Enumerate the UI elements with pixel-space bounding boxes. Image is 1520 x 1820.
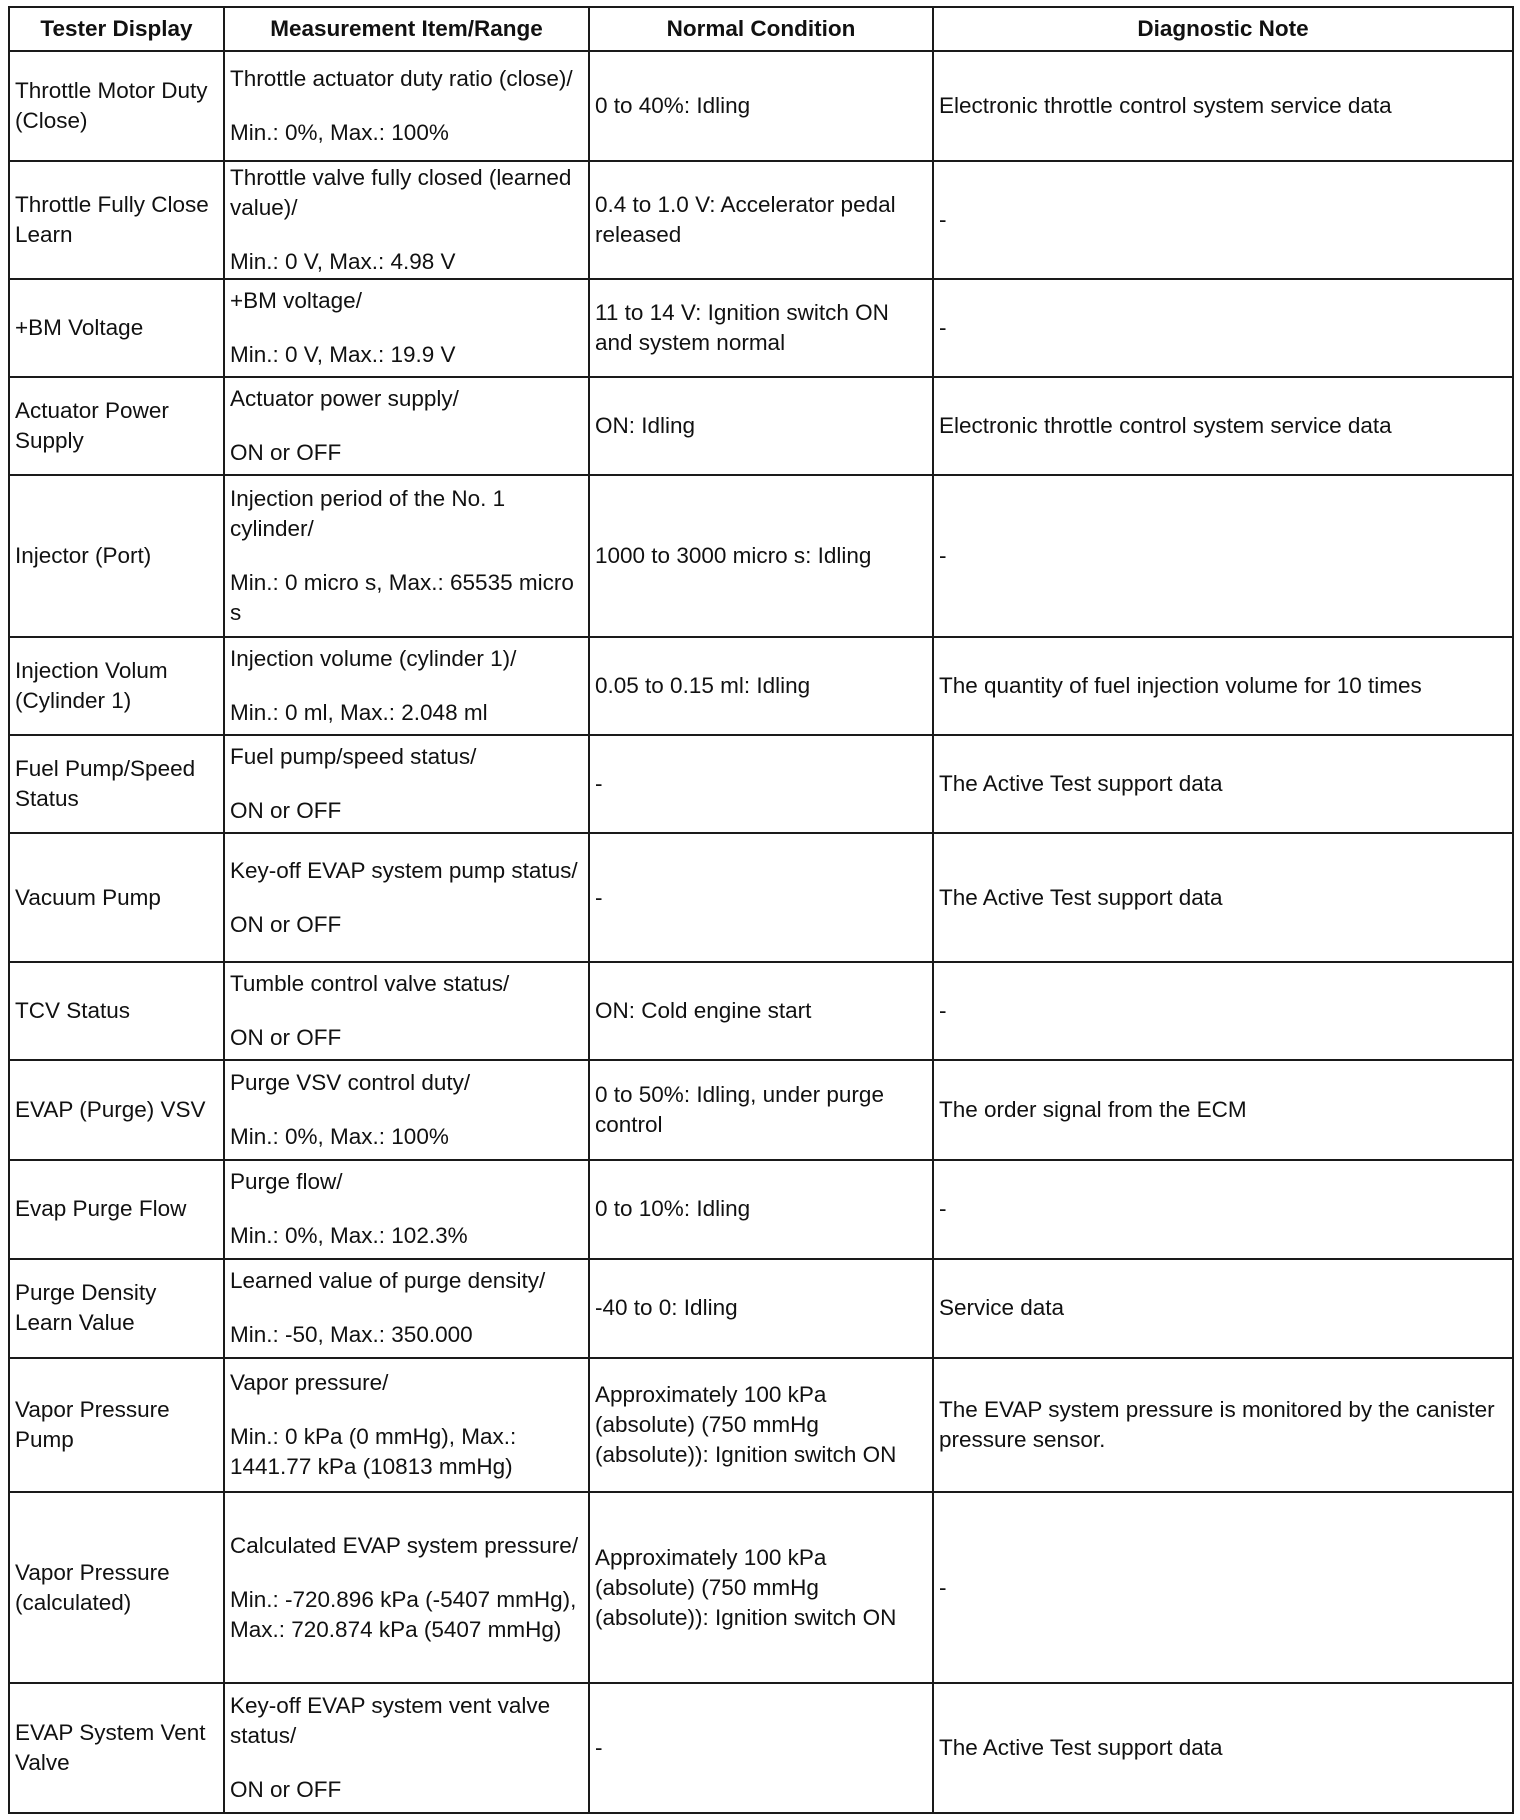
measurement-cell	[224, 1492, 589, 1683]
diagnostic-note-cell: -	[933, 475, 1513, 637]
measurement-range: Min.: 0 micro s, Max.: 65535 micro s	[230, 569, 574, 625]
measurement-range: Min.: 0 V, Max.: 19.9 V	[230, 341, 456, 367]
table-row	[9, 161, 1513, 278]
measurement-range: Min.: 0 V, Max.: 4.98 V	[230, 248, 456, 274]
tester-display-cell: EVAP (Purge) VSV	[9, 1060, 224, 1159]
table-row	[9, 377, 1513, 475]
measurement-item: Key-off EVAP system pump status/	[230, 857, 578, 883]
table-row	[9, 1160, 1513, 1259]
table-row	[9, 1259, 1513, 1358]
normal-condition-cell: ON: Cold engine start	[589, 962, 933, 1060]
measurement-range: Min.: 0%, Max.: 100%	[230, 1123, 449, 1149]
measurement-item: Key-off EVAP system vent valve status/	[230, 1693, 551, 1749]
normal-condition-cell: Approximately 100 kPa (absolute) (750 mmHg (absolute)): Ignition switch ON	[589, 1492, 933, 1683]
normal-condition-cell: 0.4 to 1.0 V: Accelerator pedal released	[589, 161, 933, 278]
table-row	[9, 1492, 1513, 1683]
measurement-cell	[224, 161, 589, 278]
tester-display-cell: Actuator Power Supply	[9, 377, 224, 475]
measurement-item: +BM voltage/	[230, 287, 362, 313]
measurement-item: Purge VSV control duty/	[230, 1069, 471, 1095]
measurement-item: Calculated EVAP system pressure/	[230, 1532, 579, 1558]
measurement-item: Tumble control valve status/	[230, 971, 510, 997]
tester-display-cell: TCV Status	[9, 962, 224, 1060]
normal-condition-cell: ON: Idling	[589, 377, 933, 475]
table-row	[9, 279, 1513, 377]
measurement-range: ON or OFF	[230, 911, 342, 937]
measurement-cell	[224, 1683, 589, 1813]
normal-condition-cell: Approximately 100 kPa (absolute) (750 mmHg (absolute)): Ignition switch ON	[589, 1358, 933, 1493]
diagnostic-note-cell: -	[933, 279, 1513, 377]
measurement-item: Throttle actuator duty ratio (close)/	[230, 66, 573, 92]
header-tester-display: Tester Display	[9, 7, 224, 51]
normal-condition-cell: -	[589, 833, 933, 962]
diagnostic-note-cell: -	[933, 1492, 1513, 1683]
measurement-item: Injection volume (cylinder 1)/	[230, 645, 517, 671]
table-row	[9, 735, 1513, 833]
table-row	[9, 1060, 1513, 1159]
tester-display-cell: Injection Volum (Cylinder 1)	[9, 637, 224, 735]
measurement-cell	[224, 962, 589, 1060]
measurement-cell	[224, 735, 589, 833]
normal-condition-cell: 0.05 to 0.15 ml: Idling	[589, 637, 933, 735]
diagnostic-note-cell: Service data	[933, 1259, 1513, 1358]
tester-display-cell: EVAP System Vent Valve	[9, 1683, 224, 1813]
table-row	[9, 1683, 1513, 1813]
measurement-range: Min.: 0 kPa (0 mmHg), Max.: 1441.77 kPa (10813 mmHg)	[230, 1424, 517, 1480]
tester-display-cell: Vapor Pressure (calculated)	[9, 1492, 224, 1683]
measurement-item: Purge flow/	[230, 1169, 343, 1195]
measurement-cell	[224, 833, 589, 962]
normal-condition-cell: 1000 to 3000 micro s: Idling	[589, 475, 933, 637]
normal-condition-cell: 11 to 14 V: Ignition switch ON and system normal	[589, 279, 933, 377]
table-row	[9, 637, 1513, 735]
diagnostic-note-cell: Electronic throttle control system service data	[933, 377, 1513, 475]
measurement-range: ON or OFF	[230, 439, 342, 465]
tester-display-cell: Throttle Fully Close Learn	[9, 161, 224, 278]
measurement-cell	[224, 1358, 589, 1493]
table-row	[9, 475, 1513, 637]
diagnostic-note-cell: Electronic throttle control system service data	[933, 51, 1513, 161]
measurement-cell	[224, 1160, 589, 1259]
tester-display-cell: Evap Purge Flow	[9, 1160, 224, 1259]
table-row	[9, 833, 1513, 962]
tester-display-cell: Throttle Motor Duty (Close)	[9, 51, 224, 161]
diagnostic-note-cell: The order signal from the ECM	[933, 1060, 1513, 1159]
tester-display-cell: Injector (Port)	[9, 475, 224, 637]
measurement-cell	[224, 1060, 589, 1159]
measurement-cell	[224, 377, 589, 475]
measurement-range: Min.: 0%, Max.: 102.3%	[230, 1223, 468, 1249]
header-measurement-item: Measurement Item/Range	[224, 7, 589, 51]
measurement-item: Injection period of the No. 1 cylinder/	[230, 485, 506, 541]
header-normal-condition: Normal Condition	[589, 7, 933, 51]
normal-condition-cell: 0 to 50%: Idling, under purge control	[589, 1060, 933, 1159]
diagnostic-note-cell: -	[933, 161, 1513, 278]
measurement-range: Min.: -720.896 kPa (-5407 mmHg), Max.: 720.874 kPa (5407 mmHg)	[230, 1586, 577, 1642]
measurement-range: ON or OFF	[230, 797, 342, 823]
measurement-range: ON or OFF	[230, 1777, 342, 1803]
measurement-item: Fuel pump/speed status/	[230, 743, 477, 769]
diagnostic-note-cell: The Active Test support data	[933, 1683, 1513, 1813]
measurement-item: Throttle valve fully closed (learned value)/	[230, 164, 572, 220]
measurement-item: Vapor pressure/	[230, 1370, 389, 1396]
tester-display-cell: Fuel Pump/Speed Status	[9, 735, 224, 833]
tester-display-cell: Purge Density Learn Value	[9, 1259, 224, 1358]
normal-condition-cell: -40 to 0: Idling	[589, 1259, 933, 1358]
normal-condition-cell: 0 to 10%: Idling	[589, 1160, 933, 1259]
tester-display-cell: +BM Voltage	[9, 279, 224, 377]
measurement-item: Learned value of purge density/	[230, 1268, 546, 1294]
tester-display-cell: Vacuum Pump	[9, 833, 224, 962]
diagnostic-note-cell: The Active Test support data	[933, 735, 1513, 833]
diagnostic-note-cell: -	[933, 962, 1513, 1060]
diagnostic-note-cell: The Active Test support data	[933, 833, 1513, 962]
measurement-cell	[224, 51, 589, 161]
measurement-cell	[224, 1259, 589, 1358]
header-diagnostic-note: Diagnostic Note	[933, 7, 1513, 51]
diagnostic-note-cell: The quantity of fuel injection volume for 10 times	[933, 637, 1513, 735]
diagnostic-note-cell: -	[933, 1160, 1513, 1259]
measurement-item: Actuator power supply/	[230, 385, 459, 411]
measurement-cell	[224, 475, 589, 637]
normal-condition-cell: 0 to 40%: Idling	[589, 51, 933, 161]
diagnostic-note-cell: The EVAP system pressure is monitored by the canister pressure sensor.	[933, 1358, 1513, 1493]
table-row	[9, 962, 1513, 1060]
normal-condition-cell: -	[589, 735, 933, 833]
measurement-cell	[224, 637, 589, 735]
measurement-cell	[224, 279, 589, 377]
measurement-range: Min.: 0%, Max.: 100%	[230, 120, 449, 146]
measurement-range: Min.: -50, Max.: 350.000	[230, 1322, 473, 1348]
normal-condition-cell: -	[589, 1683, 933, 1813]
measurement-range: ON or OFF	[230, 1025, 342, 1051]
data-list-table	[8, 6, 1514, 1814]
table-row	[9, 1358, 1513, 1493]
measurement-range: Min.: 0 ml, Max.: 2.048 ml	[230, 699, 488, 725]
tester-display-cell: Vapor Pressure Pump	[9, 1358, 224, 1493]
header-row	[9, 7, 1513, 51]
table-row	[9, 51, 1513, 161]
